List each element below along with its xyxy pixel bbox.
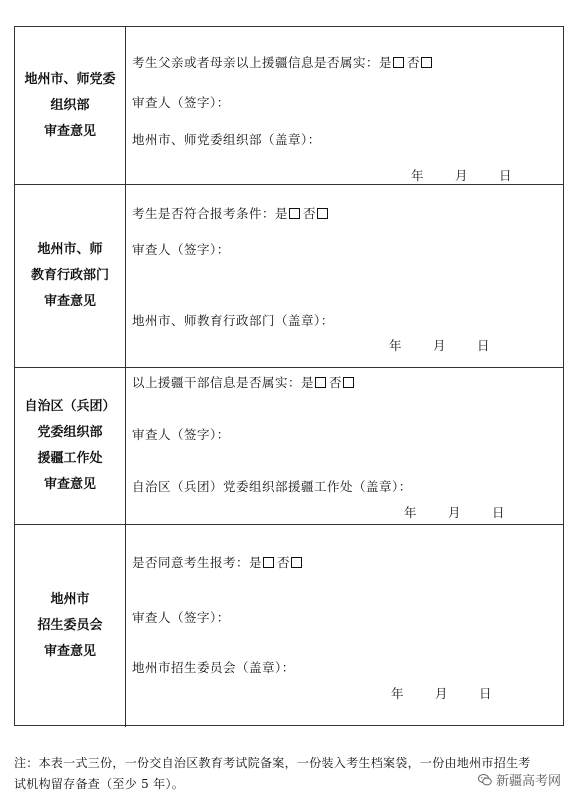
section-prefecture-education-dept xyxy=(15,184,563,368)
review-form-table xyxy=(14,26,564,726)
section-title-line: 地州市 xyxy=(50,591,90,607)
seal-field[interactable]: 地州市、师党委组织部（盖章）： xyxy=(132,132,321,147)
date-field[interactable]: 年 月 日 xyxy=(391,686,492,701)
section-title-line: 地州市、师党委 xyxy=(24,71,116,87)
section-title-line: 审查意见 xyxy=(43,643,96,659)
section-title-line: 审查意见 xyxy=(43,293,96,309)
section-title xyxy=(15,367,126,524)
yes-checkbox[interactable] xyxy=(289,208,300,219)
no-checkbox[interactable] xyxy=(343,377,354,388)
section-body xyxy=(126,367,563,524)
reviewer-signature-field[interactable]: 审查人（签字）： xyxy=(132,610,230,625)
section-title-line: 党委组织部 xyxy=(37,424,103,440)
section-title-line: 组织部 xyxy=(50,97,90,113)
section-title-line: 审查意见 xyxy=(43,123,96,139)
verification-question: 考生父亲或者母亲以上援疆信息是否属实：是 否 xyxy=(132,53,435,71)
reviewer-signature-field[interactable]: 审查人（签字）： xyxy=(132,95,230,110)
reviewer-signature-field[interactable]: 审查人（签字）： xyxy=(132,427,230,442)
section-xinjiang-aid-office xyxy=(15,367,563,525)
section-title xyxy=(15,27,126,184)
footnote-line: 注：本表一式三份，一份交自治区教育考试院备案，一份装入考生档案袋，一份由地州市招生考 xyxy=(14,756,531,770)
wechat-icon xyxy=(478,773,492,787)
date-field[interactable]: 年 月 日 xyxy=(404,505,505,520)
section-body xyxy=(126,27,563,184)
section-title-line: 自治区（兵团） xyxy=(24,398,116,414)
watermark-text: 新疆高考网 xyxy=(496,774,562,789)
section-title-line: 援疆工作处 xyxy=(37,450,103,466)
section-title xyxy=(15,184,126,367)
section-title-line: 地州市、师 xyxy=(37,241,103,257)
section-body xyxy=(126,184,563,367)
section-prefecture-party-org xyxy=(15,27,563,185)
date-field[interactable]: 年 月 日 xyxy=(411,168,512,183)
yes-checkbox[interactable] xyxy=(393,57,404,68)
yes-checkbox[interactable] xyxy=(263,557,274,568)
verification-question: 考生是否符合报考条件：是 否 xyxy=(132,204,331,222)
seal-field[interactable]: 自治区（兵团）党委组织部援疆工作处（盖章）： xyxy=(132,479,412,494)
reviewer-signature-field[interactable]: 审查人（签字）： xyxy=(132,242,230,257)
yes-checkbox[interactable] xyxy=(315,377,326,388)
no-checkbox[interactable] xyxy=(421,57,432,68)
section-title xyxy=(15,524,126,727)
verification-question: 是否同意考生报考：是 否 xyxy=(132,553,305,571)
seal-field[interactable]: 地州市、师教育行政部门（盖章）： xyxy=(132,313,334,328)
verification-question: 以上援疆干部信息是否属实：是 否 xyxy=(132,373,357,391)
seal-field[interactable]: 地州市招生委员会（盖章）： xyxy=(132,660,295,675)
footnote-line: 试机构留存备查（至少 5 年）。 xyxy=(14,777,185,791)
no-checkbox[interactable] xyxy=(291,557,302,568)
date-field[interactable]: 年 月 日 xyxy=(389,338,490,353)
section-body xyxy=(126,524,563,727)
no-checkbox[interactable] xyxy=(317,208,328,219)
section-title-line: 教育行政部门 xyxy=(30,267,109,283)
section-prefecture-admissions-committee xyxy=(15,524,563,727)
section-title-line: 审查意见 xyxy=(43,476,96,492)
section-title-line: 招生委员会 xyxy=(37,617,103,633)
watermark xyxy=(478,770,561,789)
